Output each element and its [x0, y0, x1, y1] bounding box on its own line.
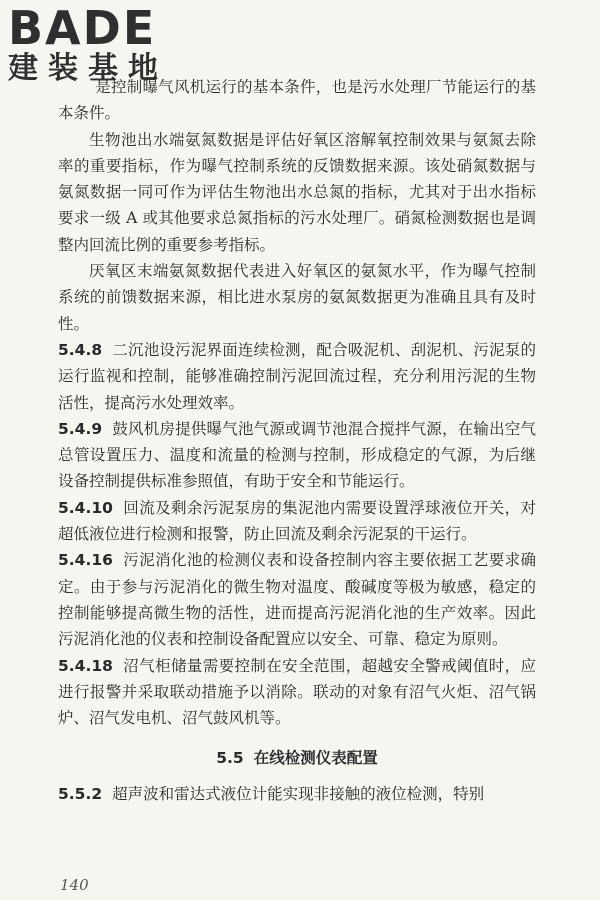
clause-number: 5.4.10	[58, 498, 113, 517]
clause-number: 5.5.2	[58, 785, 103, 804]
section-heading	[58, 745, 536, 771]
page-number: 140	[60, 876, 89, 894]
clause-number: 5.4.9	[58, 419, 103, 438]
paragraph-3: 厌氧区末端氨氮数据代表进入好氧区的氨氮水平，作为曝气控制系统的前馈数据来源，相比进水泵房的氨氮数据更为准确且具有及时性。	[58, 262, 536, 333]
clause-5-5-2	[58, 781, 536, 807]
clause-5-4-8	[58, 337, 536, 416]
clause-5-4-9	[58, 416, 536, 495]
clause-text: 超声波和雷达式液位计能实现非接触的液位检测，特别	[112, 785, 485, 804]
clause-number: 5.4.18	[58, 656, 113, 675]
logo-subtitle: 建装基地	[8, 51, 168, 86]
clause-number: 5.4.16	[58, 551, 113, 570]
section-number: 5.5	[216, 749, 244, 768]
clause-text: 污泥消化池的检测仪表和设备控制内容主要依据工艺要求确定。由于参与污泥消化的微生物对温度、酸碱度等极为敏感，稳定的控制能够提高微生物的活性，进而提高污泥消化池的生产效率。因此污泥消化池的仪表和控制设备配置应以安全、可靠、稳定为原则。	[58, 551, 536, 649]
clause-number: 5.4.8	[58, 340, 103, 359]
clause-5-4-10	[58, 495, 536, 548]
clause-5-4-16	[58, 547, 536, 652]
clause-text: 二沉池设污泥界面连续检测，配合吸泥机、刮泥机、污泥泵的运行监视和控制，能够准确控制污泥回流过程，充分利用污泥的生物活性，提高污水处理效率。	[58, 340, 536, 412]
clause-text: 回流及剩余污泥泵房的集泥池内需要设置浮球液位开关，对超低液位进行检测和报警，防止回流及剩余污泥泵的干运行。	[58, 498, 536, 544]
clause-text: 沼气柜储量需要控制在安全范围，超越安全警戒阈值时，应进行报警并采取联动措施予以消除。联动的对象有沼气火炬、沼气锅炉、沼气发电机、沼气鼓风机等。	[58, 656, 536, 728]
document-body	[58, 74, 536, 808]
clause-5-4-18	[58, 653, 536, 732]
paragraph-2: 生物池出水端氨氮数据是评估好氧区溶解氧控制效果与氨氮去除率的重要指标，作为曝气控制系统的反馈数据来源。该处硝氮数据与氨氮数据一同可作为评估生物池出水总氮的指标，尤其对于出水指标要求一级 A 或其他要求总氮指标的污水处理厂。硝氮检测数据也是调整内回流比例的重要参考指标。	[58, 130, 536, 254]
paragraph-1: 是控制曝气风机运行的基本条件，也是污水处理厂节能运行的基本条件。	[58, 78, 536, 123]
logo-wordmark: BADE	[8, 1, 157, 55]
clause-text: 鼓风机房提供曝气池气源或调节池混合搅拌气源，在输出空气总管设置压力、温度和流量的检测与控制，形成稳定的气源，为后继设备控制提供标准参照值，有助于安全和节能运行。	[58, 419, 536, 491]
section-title-text: 在线检测仪表配置	[253, 749, 378, 768]
